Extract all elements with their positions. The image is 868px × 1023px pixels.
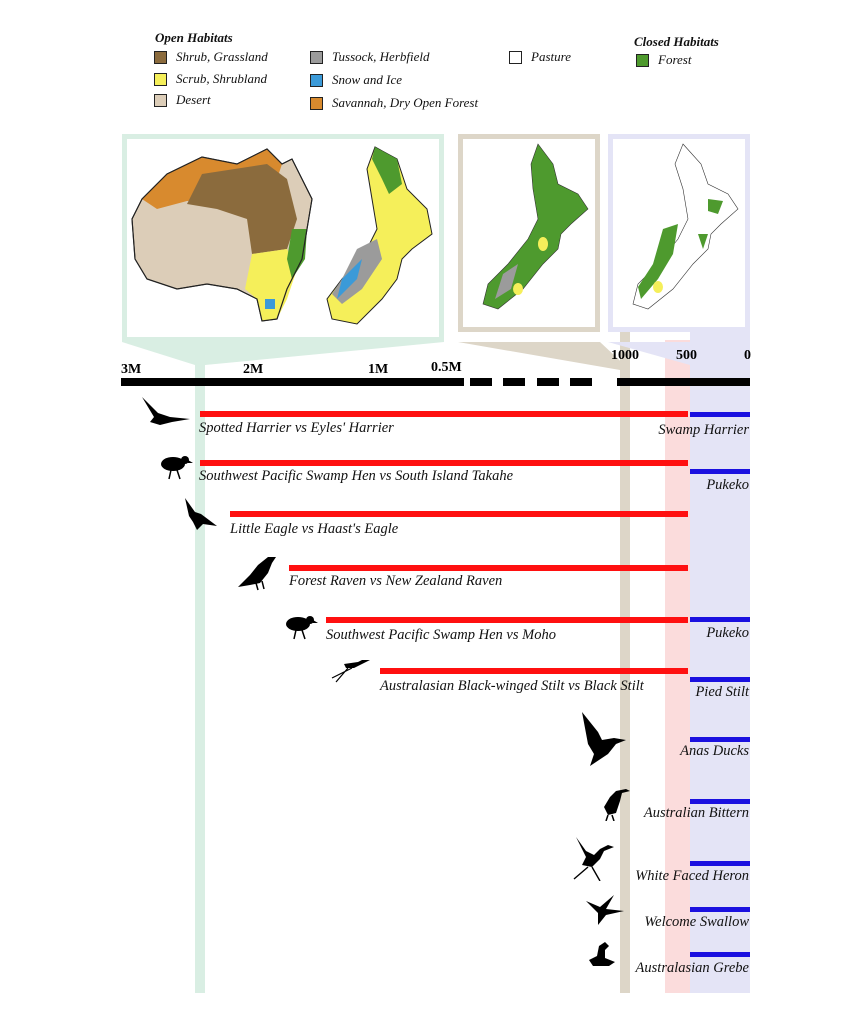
map-australia-nz-past <box>127 139 439 337</box>
label-bittern: Australian Bittern <box>643 805 749 821</box>
label-anas-ducks: Anas Ducks <box>680 743 749 759</box>
timeline-axis-dash <box>470 378 492 386</box>
map-nz-prehuman <box>463 139 595 327</box>
map-frame-present <box>608 134 750 332</box>
tick-3m: 3M <box>121 362 142 377</box>
bittern-icon <box>596 785 630 821</box>
swallow-icon <box>584 893 626 927</box>
duck-icon <box>578 710 628 766</box>
tick-500: 500 <box>676 348 697 363</box>
tick-0: 0 <box>744 348 751 363</box>
grebe-icon <box>585 940 619 970</box>
tick-1m: 1M <box>368 362 389 377</box>
timeline-axis-solid-left <box>121 378 464 386</box>
connector-beige <box>458 342 630 370</box>
label-swamp-harrier: Swamp Harrier <box>658 422 749 438</box>
red-bar-raven <box>289 565 688 571</box>
legend-label: Savannah, Dry Open Forest <box>332 95 479 110</box>
legend-label: Snow and Ice <box>332 72 403 87</box>
map-frame-prehuman <box>458 134 600 332</box>
timeline-axis-dash <box>537 378 559 386</box>
legend-label: Tussock, Herbfield <box>332 49 430 64</box>
legend-label: Forest <box>658 52 692 67</box>
blue-bar-swallow <box>690 907 750 912</box>
label-swallow: Welcome Swallow <box>644 914 749 930</box>
legend-closed-title: Closed Habitats <box>634 34 719 49</box>
red-bar-stilt <box>380 668 688 674</box>
label-eagle-pair: Little Eagle vs Haast's Eagle <box>230 521 399 537</box>
eagle-icon <box>181 496 219 534</box>
red-bar-moho <box>326 617 688 623</box>
moho-icon <box>280 612 318 640</box>
red-bar-takahe <box>200 460 688 466</box>
harrier-icon <box>140 395 192 429</box>
red-bar-harrier <box>200 411 688 417</box>
timeline-axis-solid-right <box>617 378 750 386</box>
raven-icon <box>236 553 278 591</box>
blue-bar-pukeko-2 <box>690 617 750 622</box>
label-moho-pair: Southwest Pacific Swamp Hen vs Moho <box>326 627 556 643</box>
map-frame-pleistocene <box>122 134 444 342</box>
legend-open-title: Open Habitats <box>155 30 233 45</box>
timeline-axis-dash <box>570 378 592 386</box>
connector-green <box>122 342 444 365</box>
label-raven-pair: Forest Raven vs New Zealand Raven <box>289 573 503 589</box>
swamphen-icon <box>155 452 193 480</box>
tick-2m: 2M <box>243 362 264 377</box>
blue-bar-bittern <box>690 799 750 804</box>
label-stilt-pair: Australasian Black-winged Stilt vs Black Stilt <box>380 678 644 694</box>
timeline-axis-dash <box>503 378 525 386</box>
red-bar-eagle <box>230 511 688 517</box>
label-takahe-pair: Southwest Pacific Swamp Hen vs South Island Takahe <box>199 468 514 484</box>
blue-bar-pied-stilt <box>690 677 750 682</box>
label-pied-stilt: Pied Stilt <box>695 684 749 700</box>
blue-bar-swamp-harrier <box>690 412 750 417</box>
tick-0-5m: 0.5M <box>431 360 462 375</box>
label-grebe: Australasian Grebe <box>635 960 749 976</box>
label-pukeko-2: Pukeko <box>706 625 749 641</box>
legend-label: Scrub, Shrubland <box>176 71 267 86</box>
blue-bar-anas-ducks <box>690 737 750 742</box>
heron-icon <box>570 835 616 881</box>
blue-bar-pukeko-1 <box>690 469 750 474</box>
legend-label: Shrub, Grassland <box>176 49 268 64</box>
blue-bar-heron <box>690 861 750 866</box>
tick-1000: 1000 <box>611 348 639 363</box>
stilt-icon <box>330 656 370 684</box>
legend-label: Pasture <box>531 49 571 64</box>
label-heron: White Faced Heron <box>635 868 749 884</box>
label-harrier-pair: Spotted Harrier vs Eyles' Harrier <box>199 420 394 436</box>
legend-label: Desert <box>176 92 211 107</box>
blue-bar-grebe <box>690 952 750 957</box>
map-nz-present <box>613 139 745 327</box>
label-pukeko-1: Pukeko <box>706 477 749 493</box>
